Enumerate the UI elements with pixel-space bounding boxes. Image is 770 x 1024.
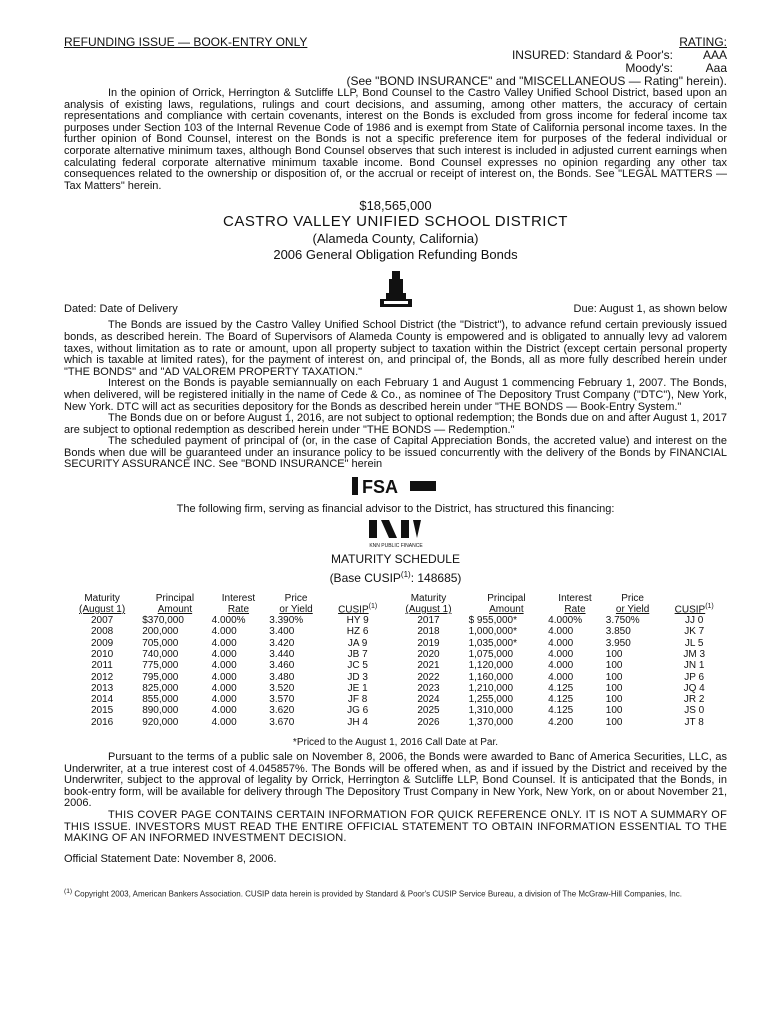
table-cell: 4.000 <box>548 637 574 649</box>
insured-label: INSURED: Standard & Poor's: <box>511 48 673 62</box>
table-cell: 4.000 <box>211 716 237 728</box>
table-cell: 3.400 <box>269 626 295 638</box>
table-cell: 740,000 <box>142 648 179 660</box>
fsa-logo-icon <box>352 475 440 497</box>
col-cusip: CUSIP$^{(1)}$ <box>338 602 378 616</box>
base-cusip-sup: (1) <box>400 570 411 580</box>
table-cell: 4.000 <box>211 671 237 683</box>
table-cell: 4.200 <box>548 716 574 728</box>
rating-see-note: (See "BOND INSURANCE" and "MISCELLANEOUS — Rating" herein). <box>346 74 727 88</box>
table-row <box>64 615 727 626</box>
table-cell: JJ 0 <box>685 615 704 627</box>
table-cell: 2008 <box>90 626 114 638</box>
bond-series: 2006 General Obligation Refunding Bonds <box>273 247 518 263</box>
official-statement-cover <box>64 36 727 899</box>
moodys-value: Aaa <box>705 61 727 75</box>
district-seal-icon <box>374 269 418 309</box>
table-cell: 2020 <box>417 648 440 660</box>
table-cell: 2015 <box>90 705 114 717</box>
col-cusip-2: CUSIP$^{(1)}$ <box>674 602 714 616</box>
table-cell: 100 <box>605 716 623 728</box>
base-cusip <box>64 568 727 585</box>
table-cell: 2024 <box>417 694 440 706</box>
table-cell: 4.000 <box>211 682 237 694</box>
advisor-intro: The following firm, serving as financial advisor to the District, has structured this financing: <box>176 503 615 516</box>
table-cell: JP 6 <box>684 671 705 683</box>
table-cell: 100 <box>605 648 623 660</box>
table-cell: 100 <box>605 682 623 694</box>
table-cell: 3.750% <box>605 615 640 627</box>
paragraph-interest: Interest on the Bonds is payable semiannually on each February 1 and August 1 commencing February 1, 2007. The Bonds, when delivered, will be registered initially in the name of Cede & Co., as nominee of The Depository Trust Company ("DTC"), New York, New York. DTC will act as securities depository for the Bonds as described herein under "THE BONDS — Book-Entry System." <box>64 377 727 413</box>
maturity-schedule-table <box>64 593 727 728</box>
insured-value: AAA <box>702 48 727 62</box>
table-cell: 4.000 <box>211 660 237 672</box>
table-cell: 4.000 <box>211 705 237 717</box>
rating-label: RATING: <box>679 35 727 49</box>
table-cell: 2019 <box>417 637 440 649</box>
table-cell: 3.520 <box>269 682 295 694</box>
table-cell: 890,000 <box>142 705 179 717</box>
fsa-logo-text: FSA <box>361 477 398 498</box>
table-cell: 825,000 <box>142 682 179 694</box>
base-cusip-prefix: (Base CUSIP <box>329 571 401 586</box>
table-cell: 100 <box>605 671 623 683</box>
col-principal: Principal Amount <box>155 593 195 616</box>
table-cell: 4.000 <box>548 660 574 672</box>
col-maturity-2: Maturity (August 1) <box>405 593 452 616</box>
table-cell: 2023 <box>417 682 440 694</box>
table-cell: 3.670 <box>269 716 295 728</box>
table-cell: 705,000 <box>142 637 179 649</box>
table-cell: 4.000% <box>211 615 246 627</box>
table-cell: 2007 <box>90 615 114 627</box>
table-row <box>64 672 727 683</box>
table-cell: 3.620 <box>269 705 295 717</box>
table-cell: 2009 <box>90 637 114 649</box>
table-cell: JF 8 <box>347 694 368 706</box>
county-name: (Alameda County, California) <box>312 231 479 247</box>
cusip-copyright-note <box>64 887 727 900</box>
table-cell: JQ 4 <box>683 682 705 694</box>
table-cell: 3.440 <box>269 648 295 660</box>
paragraph-redemption: The Bonds due on or before August 1, 2016, are not subject to optional redemption; the Bonds due on and after August 1, 2017 are subject to optional redemption as described herein under "THE BONDS — Redemption." <box>64 412 727 436</box>
table-cell: 2016 <box>90 716 114 728</box>
col-price: Price or Yield <box>279 593 313 616</box>
table-cell: $370,000 <box>142 615 184 627</box>
table-cell: 100 <box>605 660 623 672</box>
table-cell: JB 7 <box>347 648 368 660</box>
table-cell: 4.125 <box>548 705 574 717</box>
col-price-2: Price or Yield <box>615 593 650 616</box>
table-header-row <box>64 593 727 615</box>
table-cell: 2011 <box>91 660 113 672</box>
table-row <box>64 638 727 649</box>
table-cell: 775,000 <box>142 660 179 672</box>
table-cell: JS 0 <box>684 705 705 717</box>
base-cusip-suffix: : 148685) <box>410 571 462 586</box>
table-cell: 1,120,000 <box>468 660 514 672</box>
rating-block <box>64 49 727 88</box>
table-cell: JA 9 <box>347 637 368 649</box>
table-cell: HY 9 <box>346 615 369 627</box>
table-cell: JC 5 <box>347 660 368 672</box>
table-cell: 2010 <box>90 648 114 660</box>
table-cell: JK 7 <box>684 626 705 638</box>
table-cell: JM 3 <box>683 648 706 660</box>
table-cell: JL 5 <box>684 637 704 649</box>
table-cell: 1,000,000* <box>468 626 517 638</box>
table-cell: 3.420 <box>269 637 295 649</box>
paragraph-insurance: The scheduled payment of principal of (or, in the case of Capital Appreciation Bonds, the accreted value) and interest on the Bonds when due will be guaranteed under an insurance policy to be issued concurrently with the delivery of the Bonds by FINANCIAL SECURITY ASSURANCE INC. See "BOND INSURANCE" herein <box>64 435 727 471</box>
table-cell: 100 <box>605 694 623 706</box>
bond-amount: $18,565,000 <box>359 198 432 214</box>
table-cell: 1,035,000* <box>468 637 517 649</box>
district-name: CASTRO VALLEY UNIFIED SCHOOL DISTRICT <box>223 213 568 231</box>
table-cell: 2021 <box>417 660 440 672</box>
table-cell: 2018 <box>417 626 440 638</box>
table-cell: 4.000% <box>548 615 583 627</box>
table-cell: 795,000 <box>142 671 179 683</box>
table-cell: 1,210,000 <box>468 682 514 694</box>
copyright-mark: (1) <box>64 887 73 895</box>
dated-date: Dated: Date of Delivery <box>64 303 178 316</box>
due-date: Due: August 1, as shown below <box>573 303 727 316</box>
table-cell: 2026 <box>417 716 440 728</box>
call-footnote: *Priced to the August 1, 2016 Call Date at Par. <box>292 737 499 749</box>
official-statement-date: Official Statement Date: November 8, 2006. <box>64 852 277 865</box>
table-cell: 4.000 <box>211 694 237 706</box>
table-cell: 1,370,000 <box>468 716 514 728</box>
table-cell: 1,075,000 <box>468 648 514 660</box>
advisor-logo-caption: KNN PUBLIC FINANCE <box>368 543 423 550</box>
table-row <box>64 626 727 637</box>
table-cell: 100 <box>605 705 623 717</box>
table-cell: 4.000 <box>211 648 237 660</box>
table-cell: 2022 <box>417 671 440 683</box>
table-cell: 1,255,000 <box>468 694 514 706</box>
moodys-label: Moody's: <box>625 61 673 75</box>
table-cell: 3.570 <box>269 694 295 706</box>
col-interest: Interest Rate <box>221 593 256 616</box>
table-cell: JN 1 <box>683 660 705 672</box>
table-cell: 4.125 <box>548 682 574 694</box>
table-cell: 1,310,000 <box>468 705 514 717</box>
table-cell: 3.950 <box>605 637 631 649</box>
table-cell: JH 4 <box>347 716 368 728</box>
copyright-text: Copyright 2003, American Bankers Association. CUSIP data herein is provided by Standard & Poor's CUSIP Service Bureau, a division of The McGraw-Hill Companies, Inc. <box>74 889 682 899</box>
table-cell: JT 8 <box>684 716 704 728</box>
table-cell: 920,000 <box>142 716 179 728</box>
table-cell: 4.125 <box>548 694 574 706</box>
table-row <box>64 717 727 728</box>
table-row <box>64 649 727 660</box>
table-cell: 2013 <box>90 682 114 694</box>
table-row <box>64 694 727 705</box>
table-cell: 3.460 <box>269 660 295 672</box>
table-cell: 4.000 <box>548 648 574 660</box>
table-cell: $ 955,000* <box>468 615 517 627</box>
table-row <box>64 660 727 671</box>
table-cell: 1,160,000 <box>468 671 514 683</box>
table-cell: 4.000 <box>211 637 237 649</box>
table-row <box>64 683 727 694</box>
table-cell: 2025 <box>417 705 440 717</box>
table-cell: HZ 6 <box>346 626 369 638</box>
issue-type: REFUNDING ISSUE — BOOK-ENTRY ONLY <box>64 35 308 49</box>
paragraph-purpose: The Bonds are issued by the Castro Valley Unified School District (the "District"), to advance refund certain previously issued bonds, as described herein. The Board of Supervisors of Alameda County is empowered and is obligated to annually levy ad valorem taxes, without limitation as to rate or amount, upon all property subject to taxation within the District (except certain personal property which is taxable at limited rates), for the payment of interest on, and principal of, the Bonds, all as more fully described herein under "THE BONDS" and "AD VALOREM PROPERTY TAXATION." <box>64 319 727 378</box>
table-cell: JR 2 <box>683 694 705 706</box>
table-cell: JG 6 <box>347 705 369 717</box>
table-cell: 2014 <box>90 694 114 706</box>
table-cell: 3.390% <box>269 615 304 627</box>
col-maturity: Maturity (August 1) <box>79 593 126 616</box>
table-cell: 3.850 <box>605 626 631 638</box>
col-interest-2: Interest Rate <box>558 593 592 616</box>
table-cell: 2017 <box>417 615 440 627</box>
table-cell: 200,000 <box>142 626 179 638</box>
table-cell: 4.000 <box>548 626 574 638</box>
advisor-logo-icon <box>355 518 437 550</box>
table-cell: 4.000 <box>211 626 237 638</box>
col-principal-2: Principal Amount <box>487 593 526 616</box>
table-row <box>64 705 727 716</box>
table-cell: 855,000 <box>142 694 179 706</box>
cover-notice: THIS COVER PAGE CONTAINS CERTAIN INFORMATION FOR QUICK REFERENCE ONLY. IT IS NOT A SUMMARY OF THIS ISSUE. INVESTORS MUST READ THE ENTIRE OFFICIAL STATEMENT TO OBTAIN INFORMATION ESSENTIAL TO THE MAKING OF AN INFORMED INVESTMENT DECISION. <box>64 809 727 845</box>
schedule-title: MATURITY SCHEDULE <box>331 552 460 567</box>
table-cell: 4.000 <box>548 671 574 683</box>
tax-opinion: In the opinion of Orrick, Herrington & Sutcliffe LLP, Bond Counsel to the Castro Valley Unified School District, based upon an analysis of existing laws, regulations, rulings and court decisions, and assuming, among other matters, the accuracy of certain representations and compliance with certain covenants, interest on the Bonds is excluded from gross income for federal income tax purposes under Section 103 of the Internal Revenue Code of 1986 and is exempt from State of California personal income taxes. In the further opinion of Bond Counsel, interest on the Bonds is not a specific preference item for purposes of the federal individual or corporate alternative minimum taxes, although Bond Counsel observes that such interest is included in adjusted current earnings when calculating federal corporate alternative minimum taxable income. Bond Counsel expresses no opinion regarding any other tax consequences related to the ownership or disposition of, or the accrual or receipt of interest on, the Bonds. See "LEGAL MATTERS — Tax Matters" herein. <box>64 87 727 192</box>
table-cell: JD 3 <box>347 671 368 683</box>
table-cell: 2012 <box>90 671 114 683</box>
table-cell: JE 1 <box>347 682 368 694</box>
table-cell: 3.480 <box>269 671 295 683</box>
award-paragraph: Pursuant to the terms of a public sale on November 8, 2006, the Bonds were awarded to Banc of America Securities, LLC, as Underwriter, at a true interest cost of 4.045857%. The Bonds will be offered when, as and if issued by the District and received by the Underwriter, subject to the approval of legality by Orrick, Herrington & Sutcliffe LLP, Bond Counsel. It is anticipated that the Bonds, in book-entry form, will be available for delivery through The Depository Trust Company in New York, New York, on or about November 21, 2006. <box>64 751 727 810</box>
